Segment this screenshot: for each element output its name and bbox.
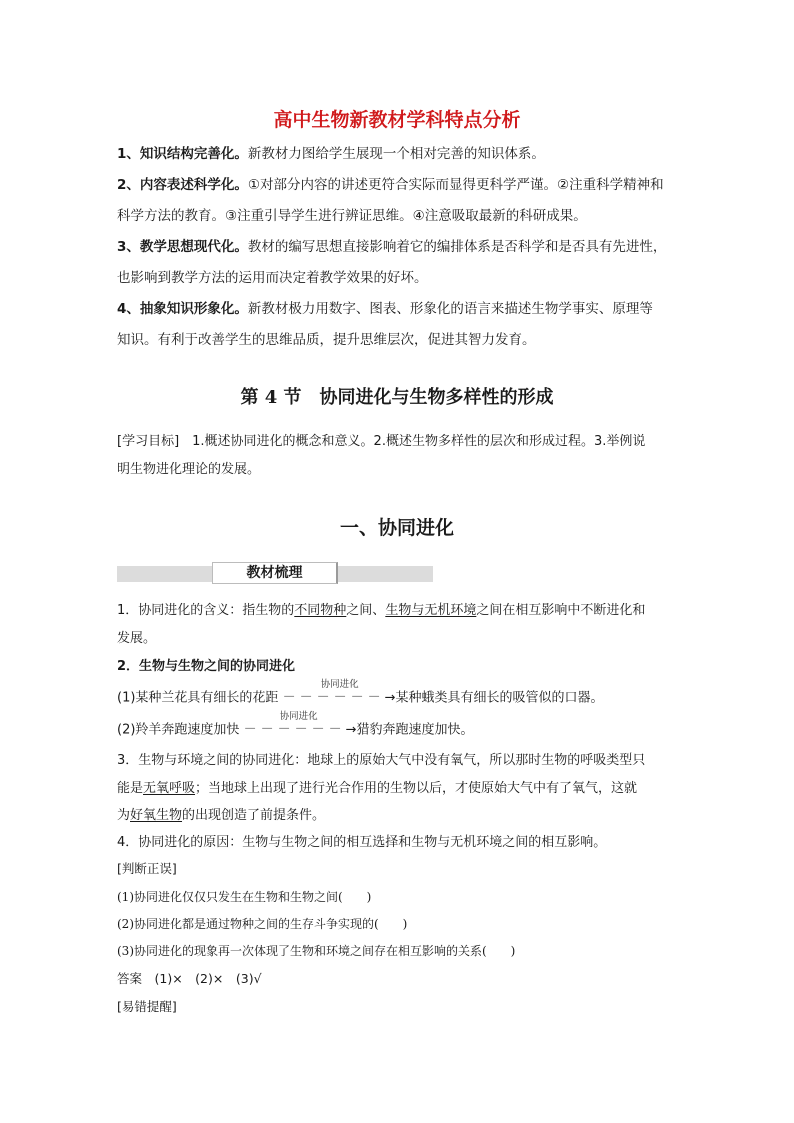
feature-3-text-2: 也影响到教学方法的运用而决定着教学效果的好坏。 bbox=[117, 270, 428, 286]
section-title: 第 4 节 协同进化与生物多样性的形成 bbox=[240, 387, 554, 408]
item-2-heading: 2．生物与生物之间的协同进化 bbox=[117, 659, 296, 674]
feature-2-text-1: ①对部分内容的讲述更符合实际而显得更科学严谨。②注重科学精神和 bbox=[247, 177, 664, 193]
example-1-dashes: －－－－－－ bbox=[282, 690, 385, 705]
item-3-line-3 bbox=[117, 806, 325, 826]
feature-1-lead: 1、知识结构完善化。 bbox=[117, 146, 248, 162]
judge-heading: [判断正误] bbox=[117, 861, 177, 876]
feature-4-text-2: 知识。有利于改善学生的思维品质，提升思维层次，促进其智力发育。 bbox=[117, 332, 536, 348]
item-3-answer-1: 无氧呼吸 bbox=[143, 781, 196, 796]
feature-1 bbox=[117, 139, 545, 170]
warning-heading: [易错提醒] bbox=[117, 999, 177, 1014]
feature-2 bbox=[117, 170, 664, 201]
learning-objectives-line-2: 明生物进化理论的发展。 bbox=[117, 462, 261, 477]
learning-objectives-line-1: [学习目标] 1.概述协同进化的概念和意义。2.概述生物多样性的层次和形成过程。3.举例说 bbox=[117, 434, 646, 449]
item-3-line-1: 3．生物与环境之间的协同进化：地球上的原始大气中没有氧气，所以那时生物的呼吸类型只 bbox=[117, 753, 646, 768]
feature-4-text-1: 新教材极力用数字、图表、形象化的语言来描述生物学事实、原理等 bbox=[247, 301, 653, 317]
item-1-line-2: 发展。 bbox=[117, 631, 157, 646]
feature-3 bbox=[117, 232, 666, 263]
judge-item-1: (1)协同进化仅仅只发生在生物和生物之间( ) bbox=[117, 890, 372, 904]
example-1 bbox=[117, 679, 604, 709]
example-2-arrow-label: 协同进化 bbox=[279, 711, 318, 722]
example-2-arrow bbox=[243, 711, 346, 740]
feature-4-lead: 4、抽象知识形象化。 bbox=[117, 301, 248, 317]
feature-2-lead: 2、内容表述科学化。 bbox=[117, 177, 248, 193]
item-1-answer-1: 不同物种 bbox=[294, 603, 347, 618]
feature-2-text-2: 科学方法的教育。③注重引导学生进行辨证思维。④注意吸取最新的科研成果。 bbox=[117, 208, 587, 224]
item-1-line-1 bbox=[117, 601, 645, 621]
judge-item-3: (3)协同进化的现象再一次体现了生物和环境之间存在相互影响的关系( ) bbox=[117, 944, 516, 958]
item-3-answer-2: 好氧生物 bbox=[130, 808, 183, 823]
example-1-arrow bbox=[282, 679, 385, 708]
example-2-left: (2)羚羊奔跑速度加快 bbox=[117, 722, 240, 738]
item-1-post: 之间在相互影响中不断进化和 bbox=[476, 603, 646, 618]
subsection-title: 一、协同进化 bbox=[339, 517, 454, 539]
feature-3-lead: 3、教学思想现代化。 bbox=[117, 239, 248, 255]
item-4: 4．协同进化的原因：生物与生物之间的相互选择和生物与无机环境之间的相互影响。 bbox=[117, 835, 607, 850]
page-title: 高中生物新教材学科特点分析 bbox=[273, 109, 521, 131]
example-2 bbox=[117, 711, 474, 741]
example-2-dashes: －－－－－－ bbox=[243, 722, 346, 737]
item-1-pre: 1．协同进化的含义：指生物的 bbox=[117, 603, 295, 618]
item-1-answer-2: 生物与无机环境 bbox=[385, 603, 477, 618]
item-3-l2-pre: 能是 bbox=[117, 781, 144, 796]
feature-3-text-1: 教材的编写思想直接影响着它的编排体系是否科学和是否具有先进性， bbox=[247, 239, 667, 255]
feature-1-text: 新教材力图给学生展现一个相对完善的知识体系。 bbox=[247, 146, 545, 162]
example-2-right: →猎豹奔跑速度加快。 bbox=[345, 722, 474, 738]
example-1-right: →某种蛾类具有细长的吸管似的口器。 bbox=[384, 690, 604, 706]
feature-4 bbox=[117, 294, 653, 325]
item-3-l2-post: ；当地球上出现了进行光合作用的生物以后，才使原始大气中有了氧气，这就 bbox=[195, 781, 638, 796]
item-1-mid: 之间、 bbox=[346, 603, 386, 618]
answer-line: 答案 (1)× (2)× (3)√ bbox=[117, 971, 262, 986]
item-3-l3-pre: 为 bbox=[117, 808, 131, 823]
item-3-l3-post: 的出现创造了前提条件。 bbox=[182, 808, 326, 823]
section-box-label: 教材梳理 bbox=[212, 562, 338, 584]
example-1-arrow-label: 协同进化 bbox=[320, 679, 359, 690]
example-1-left: (1)某种兰花具有细长的花距 bbox=[117, 690, 279, 706]
judge-item-2: (2)协同进化都是通过物种之间的生存斗争实现的( ) bbox=[117, 917, 408, 931]
item-3-line-2 bbox=[117, 779, 637, 799]
